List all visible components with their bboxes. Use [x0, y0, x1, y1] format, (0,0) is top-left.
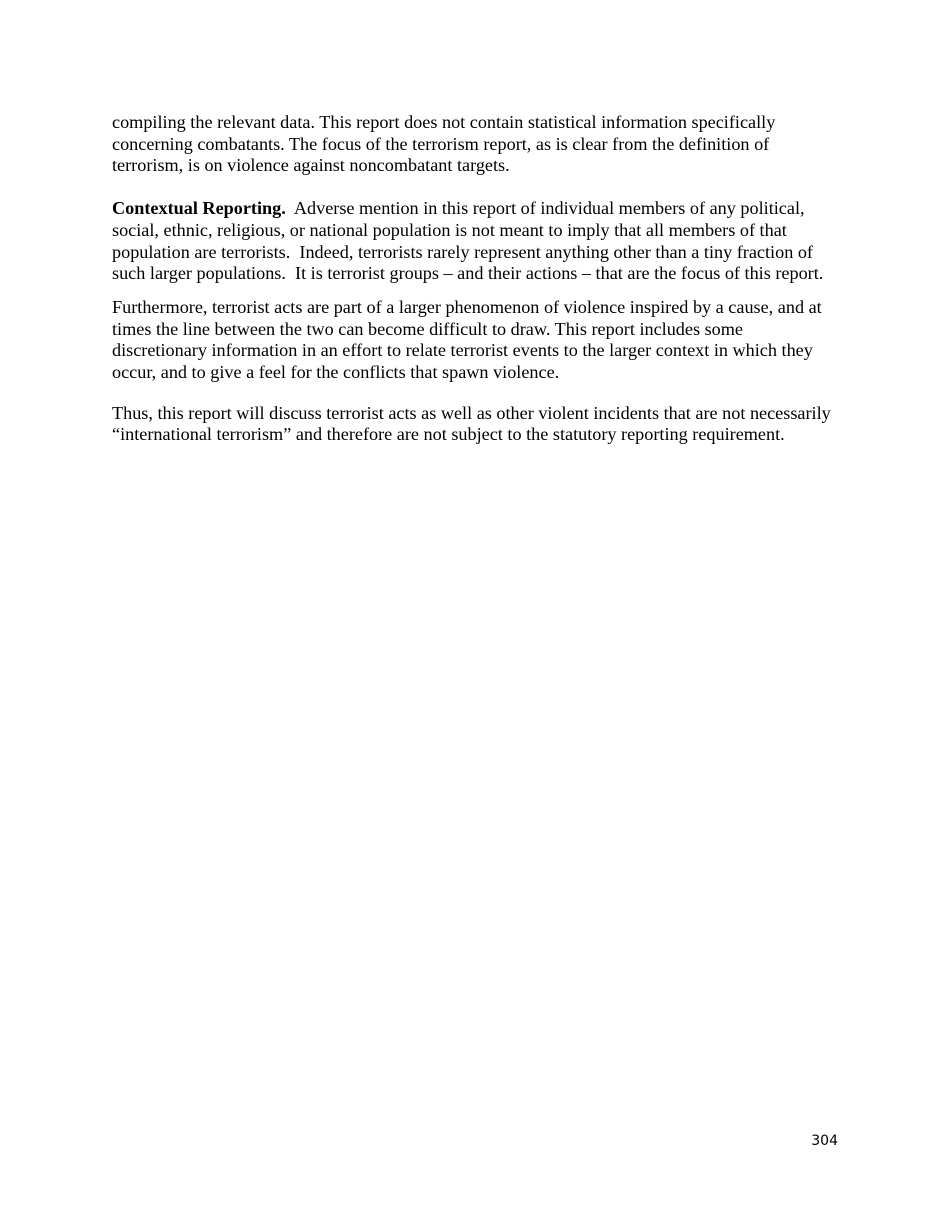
body-text [112, 112, 840, 446]
paragraph-text: compiling the relevant data. This report does not contain statistical information specifically concerning combatants. The focus of the terrorism report, as is clear from the definition of terrorism, is on violence against noncombatant targets. [112, 112, 776, 176]
page-number: 304 [811, 1133, 838, 1149]
paragraph-contextual-reporting [112, 198, 840, 285]
paragraph-text: Adverse mention in this report of individual members of any political, social, ethnic, religious, or national population is not meant to imply that all members of that population are terrorists. Indeed, terrorists rarely represent anything other than a tiny fraction of such larger populations. It is terrorist groups – and their actions – that are the focus of this report. [112, 198, 824, 284]
paragraph-combatant-data [112, 112, 840, 177]
paragraph-heading: Contextual Reporting. [112, 198, 286, 219]
paragraph-text: Furthermore, terrorist acts are part of a larger phenomenon of violence inspired by a cause, and at times the line between the two can become difficult to draw. This report includes some discretionary information in an effort to relate terrorist events to the larger context in which they occur, and to give a feel for the conflicts that spawn violence. [112, 296, 822, 383]
paragraph-larger-phenomenon [112, 297, 840, 384]
paragraph-discussion-scope [112, 403, 840, 446]
paragraph-text: Thus, this report will discuss terrorist acts as well as other violent incidents that are not necessarily “international terrorism” and therefore are not subject to the statutory reporting requirement. [112, 402, 831, 445]
